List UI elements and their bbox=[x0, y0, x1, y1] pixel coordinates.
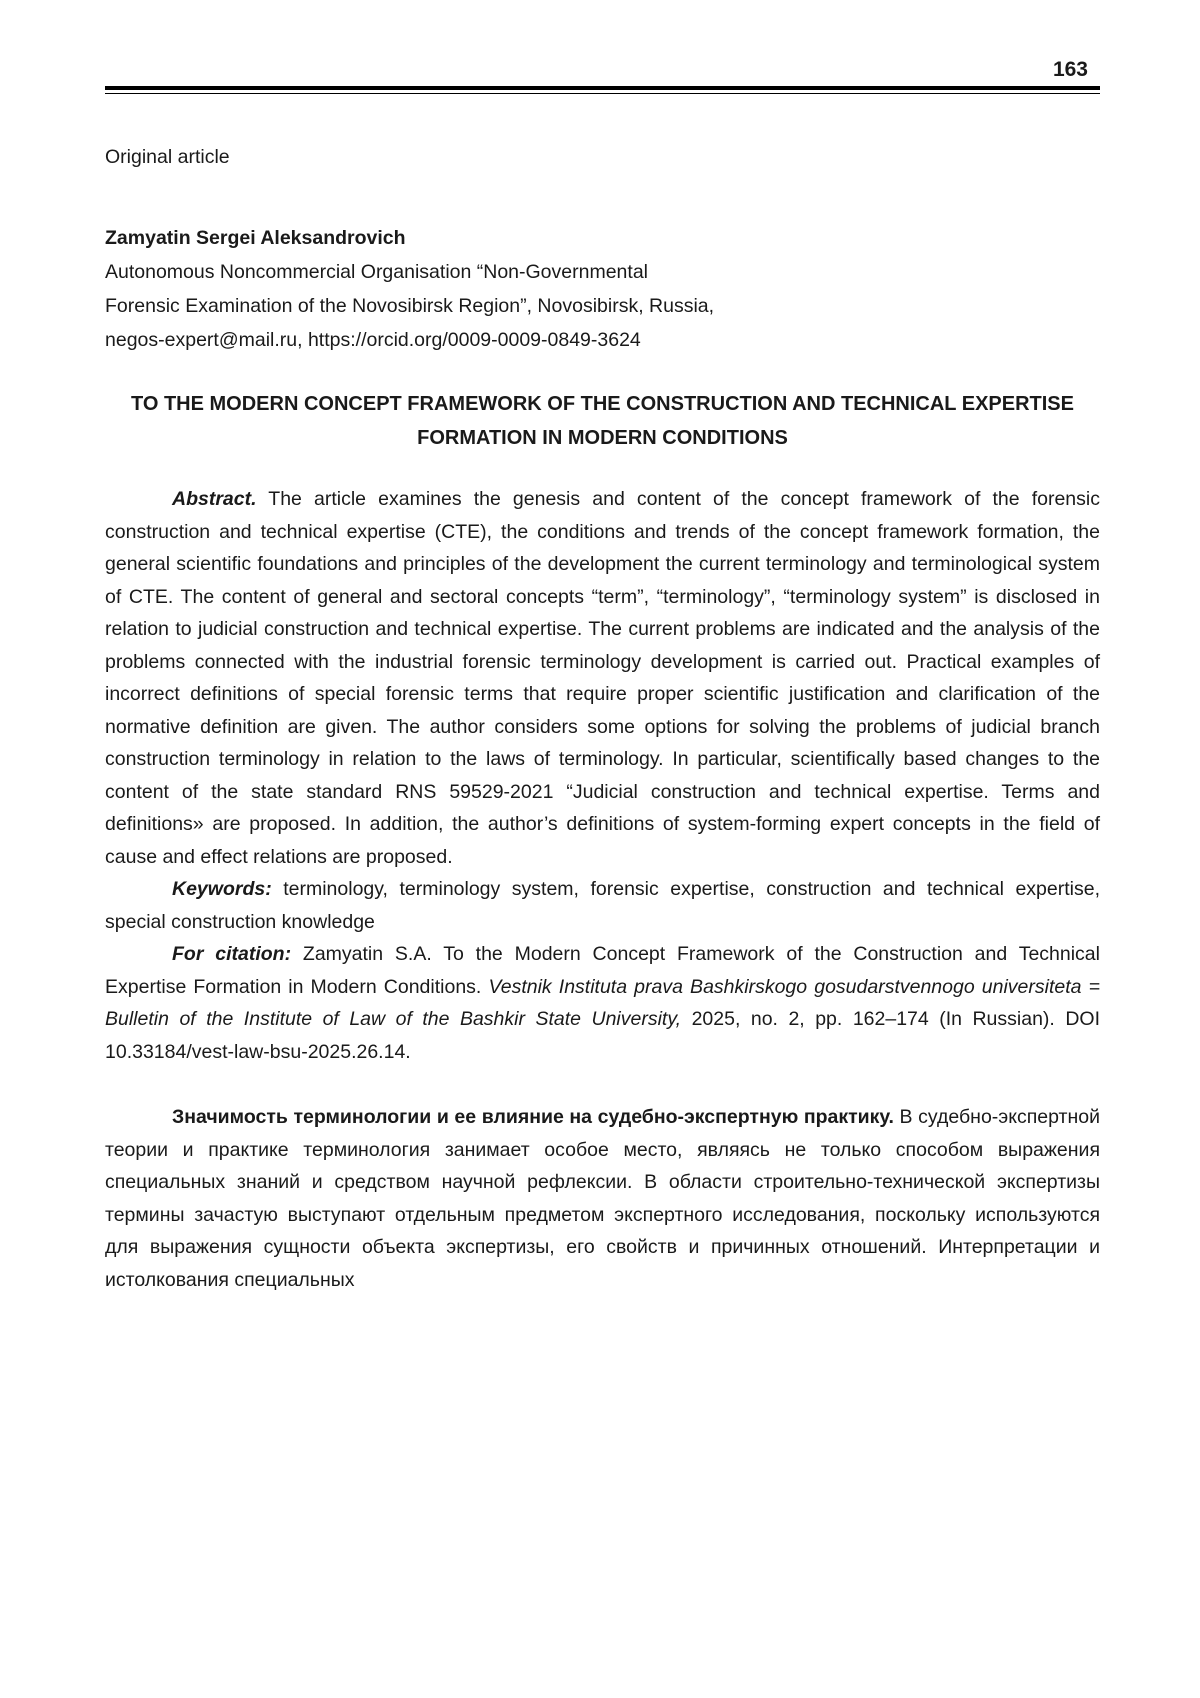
abstract-text: The article examines the genesis and content of the concept framework of the forensic construction and technical expertise (CTE), the conditions and trends of the concept framework formation, the general scientific foundations and principles of the development the current terminology and terminological system of CTE. The content of general and sectoral concepts “term”, “terminology”, “terminology system” is disclosed in relation to judicial construction and technical expertise. The current problems are indicated and the analysis of the problems connected with the industrial forensic terminology development is carried out. Practical examples of incorrect definitions of special forensic terms that require proper scientific justification and clarification of the normative definition are given. The author considers some options for solving the problems of judicial branch construction terminology in relation to the laws of terminology. In particular, scientifically based changes to the content of the state standard RNS 59529-2021 “Judicial construction and technical expertise. Terms and definitions» are proposed. In addition, the author’s definitions of system-forming expert concepts in the field of cause and effect relations are proposed. bbox=[105, 488, 1100, 868]
abstract-paragraph bbox=[105, 483, 1100, 873]
article-type-label: Original article bbox=[105, 146, 230, 168]
page-number: 163 bbox=[1052, 58, 1088, 81]
paper-title: TO THE MODERN CONCEPT FRAMEWORK OF THE CONSTRUCTION AND TECHNICAL EXPERTISE FORMATION IN MODERN CONDITIONS bbox=[131, 393, 1074, 449]
affiliation-line: Autonomous Noncommercial Organisation “Non-Governmental bbox=[105, 261, 648, 283]
keywords-label: Keywords: bbox=[172, 878, 272, 900]
author-block bbox=[105, 221, 1100, 357]
citation-text-after: 2025, no. 2, pp. 162–174 (In Russian). DOI 10.33184/vest-law-bsu-2025.26.14. bbox=[105, 1008, 1100, 1063]
body-paragraph bbox=[105, 1101, 1100, 1296]
citation-text-before: Zamyatin S.A. To the Modern Concept Framework of the Construction and Technical Expertise Formation in Modern Conditions. bbox=[105, 943, 1100, 998]
citation-label: For citation: bbox=[172, 943, 292, 965]
header-rule bbox=[105, 86, 1100, 94]
page-header bbox=[105, 58, 1100, 94]
affiliation-line: Forensic Examination of the Novosibirsk Region”, Novosibirsk, Russia, bbox=[105, 295, 715, 317]
citation-journal-name: Vestnik Instituta prava Bashkirskogo gosudarstvennogo universiteta = Bulletin of the Institute of Law of the Bashkir State University, bbox=[105, 975, 1100, 1030]
keywords-text: terminology, terminology system, forensic expertise, construction and technical expertise, special construction knowledge bbox=[105, 878, 1100, 933]
author-name: Zamyatin Sergei Aleksandrovich bbox=[105, 227, 406, 249]
body-text: В судебно-экспертной теории и практике терминология занимает особое место, являясь не только способом выражения специальных знаний и средством научной рефлексии. В области строительно-технической экспертизы термины зачастую выступают отдельным предметом экспертного исследования, поскольку используются для выражения сущности объекта экспертизы, его свойств и причинных отношений. Интерпретации и истолкования специальных bbox=[105, 1106, 1100, 1291]
affiliation-contact-line: negos-expert@mail.ru, https://orcid.org/0009-0009-0849-3624 bbox=[105, 329, 641, 351]
keywords-paragraph bbox=[105, 873, 1100, 938]
body-lead-heading: Значимость терминологии и ее влияние на судебно-экспертную практику. bbox=[172, 1106, 894, 1128]
abstract-label: Abstract. bbox=[172, 488, 257, 510]
citation-paragraph bbox=[105, 938, 1100, 1068]
